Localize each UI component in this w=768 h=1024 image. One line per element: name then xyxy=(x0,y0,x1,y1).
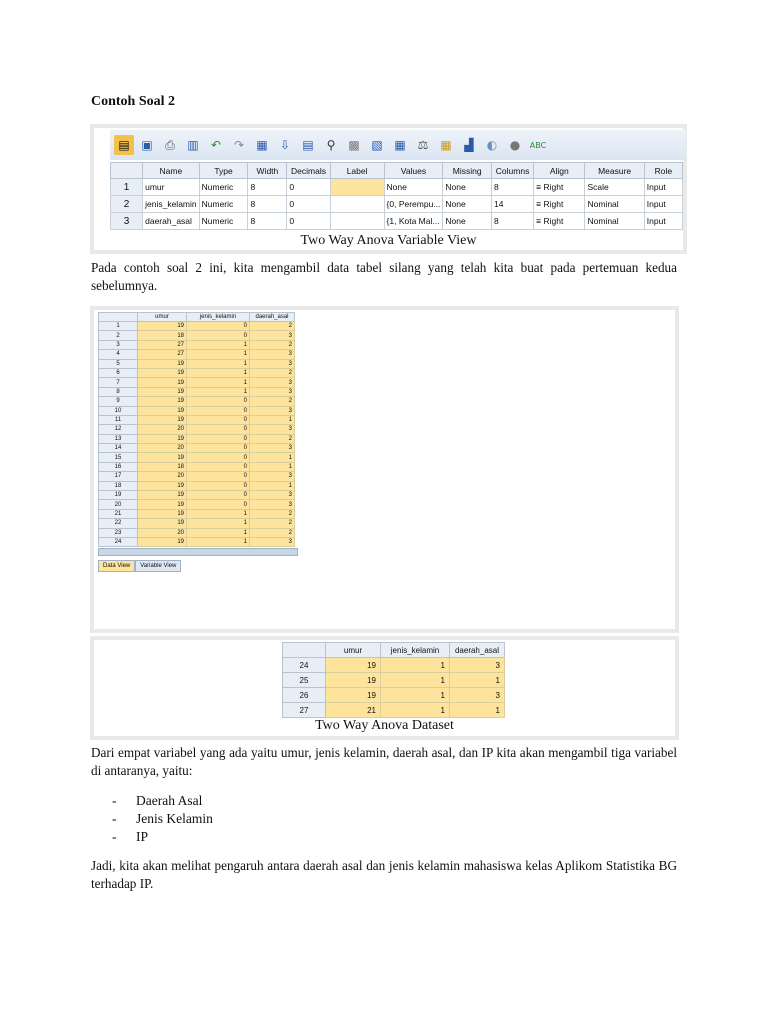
variable-list xyxy=(112,792,213,846)
table-cell[interactable]: ≡ Right xyxy=(534,213,585,230)
column-header[interactable]: Align xyxy=(534,163,585,179)
goto-variable-icon[interactable]: ⇩ xyxy=(279,138,291,152)
row-number[interactable]: 6 xyxy=(99,368,138,377)
table-cell[interactable]: 0 xyxy=(187,322,250,331)
row-number[interactable]: 27 xyxy=(283,703,326,718)
table-cell[interactable]: 19 xyxy=(138,368,187,377)
column-header[interactable]: Label xyxy=(330,163,384,179)
list-item: - IP xyxy=(112,829,149,844)
table-cell[interactable]: Input xyxy=(644,179,682,196)
table-cell[interactable]: 19 xyxy=(138,387,187,396)
row-number[interactable]: 18 xyxy=(99,481,138,490)
table-row xyxy=(99,387,295,396)
table-cell[interactable]: 3 xyxy=(450,688,505,703)
table-cell[interactable]: 1 xyxy=(187,350,250,359)
table-row xyxy=(99,472,295,481)
row-number[interactable]: 24 xyxy=(283,658,326,673)
table-cell[interactable]: 3 xyxy=(250,331,295,340)
table-cell[interactable]: 1 xyxy=(187,528,250,537)
table-cell[interactable]: 19 xyxy=(138,359,187,368)
column-header[interactable]: daerah_asal xyxy=(450,643,505,658)
table-cell[interactable]: 19 xyxy=(138,481,187,490)
table-cell[interactable]: 3 xyxy=(450,658,505,673)
table-cell[interactable]: 18 xyxy=(138,462,187,471)
table-cell[interactable]: 0 xyxy=(187,453,250,462)
table-cell[interactable]: 19 xyxy=(326,658,381,673)
table-cell[interactable]: 1 xyxy=(381,673,450,688)
table-cell[interactable]: Scale xyxy=(585,179,644,196)
table-row xyxy=(99,378,295,387)
table-cell[interactable]: 1 xyxy=(250,481,295,490)
figure3-caption: Two Way Anova Dataset xyxy=(315,718,454,733)
table-cell[interactable] xyxy=(330,179,384,196)
table-cell[interactable]: {1, Kota Mal... xyxy=(384,213,443,230)
row-number[interactable]: 8 xyxy=(99,387,138,396)
table-cell[interactable]: 2 xyxy=(250,368,295,377)
table-cell[interactable]: 19 xyxy=(138,491,187,500)
table-cell[interactable]: 2 xyxy=(250,340,295,349)
table-cell[interactable]: 3 xyxy=(250,406,295,415)
row-number[interactable]: 20 xyxy=(99,500,138,509)
row-number[interactable]: 13 xyxy=(99,434,138,443)
table-cell[interactable]: 1 xyxy=(187,519,250,528)
column-header[interactable]: jenis_kelamin xyxy=(187,313,250,322)
table-cell[interactable]: 1 xyxy=(187,378,250,387)
table-cell[interactable]: 1 xyxy=(187,537,250,546)
column-header[interactable]: Decimals xyxy=(287,163,330,179)
table-cell[interactable]: 1 xyxy=(187,340,250,349)
table-cell[interactable]: Input xyxy=(644,196,682,213)
table-cell[interactable]: jenis_kelamin xyxy=(143,196,200,213)
table-cell[interactable]: 1 xyxy=(187,368,250,377)
table-cell[interactable]: 8 xyxy=(248,179,287,196)
row-number[interactable]: 2 xyxy=(111,196,143,213)
column-header[interactable]: Columns xyxy=(491,163,533,179)
table-cell[interactable]: 0 xyxy=(287,213,330,230)
table-cell[interactable]: 19 xyxy=(138,415,187,424)
table-cell[interactable]: 1 xyxy=(187,359,250,368)
table-cell[interactable]: Input xyxy=(644,213,682,230)
figure1-caption: Two Way Anova Variable View xyxy=(300,233,477,248)
table-cell[interactable]: 8 xyxy=(491,179,533,196)
column-header[interactable]: Values xyxy=(384,163,443,179)
table-row xyxy=(99,528,295,537)
recall-dialog-icon[interactable]: ▥ xyxy=(187,138,199,152)
insert-variable-icon[interactable]: ▧ xyxy=(371,138,383,152)
table-cell[interactable]: None xyxy=(443,196,492,213)
column-header[interactable]: daerah_asal xyxy=(250,313,295,322)
table-row xyxy=(99,340,295,349)
open-folder-icon[interactable]: ▤ xyxy=(114,135,134,155)
table-row xyxy=(99,509,295,518)
table-cell[interactable]: 18 xyxy=(138,331,187,340)
show-all-icon[interactable]: ● xyxy=(509,138,521,152)
row-number[interactable]: 5 xyxy=(99,359,138,368)
table-cell[interactable]: 1 xyxy=(381,703,450,718)
row-number[interactable]: 1 xyxy=(99,322,138,331)
column-header[interactable]: Missing xyxy=(443,163,492,179)
save-icon[interactable]: ▣ xyxy=(141,138,153,152)
row-number[interactable]: 9 xyxy=(99,397,138,406)
table-row xyxy=(99,491,295,500)
table-row xyxy=(99,500,295,509)
row-number[interactable]: 3 xyxy=(99,340,138,349)
row-number[interactable]: 11 xyxy=(99,415,138,424)
table-row xyxy=(99,481,295,490)
table-cell[interactable]: 19 xyxy=(138,322,187,331)
table-cell[interactable]: 3 xyxy=(250,378,295,387)
table-cell[interactable]: 3 xyxy=(250,444,295,453)
paragraph-variables: Dari empat variabel yang ada yaitu umur, jenis kelamin, daerah asal, dan IP kita akan mengambil tiga variabel di antaranya, yaitu: xyxy=(91,745,677,778)
table-cell[interactable]: 1 xyxy=(450,673,505,688)
table-cell[interactable]: 0 xyxy=(287,196,330,213)
table-cell[interactable]: 3 xyxy=(250,537,295,546)
select-cases-icon[interactable]: ▦ xyxy=(440,138,452,152)
list-item: - Daerah Asal xyxy=(112,793,203,808)
split-file-icon[interactable]: ▦ xyxy=(394,138,406,152)
table-row xyxy=(111,196,683,213)
table-cell[interactable]: 0 xyxy=(187,406,250,415)
table-cell[interactable]: umur xyxy=(143,179,200,196)
row-number[interactable]: 16 xyxy=(99,462,138,471)
row-number[interactable]: 3 xyxy=(111,213,143,230)
column-header[interactable]: Role xyxy=(644,163,682,179)
table-cell[interactable]: 19 xyxy=(138,537,187,546)
table-cell[interactable]: 0 xyxy=(187,444,250,453)
view-tabs xyxy=(98,560,298,572)
variable-table xyxy=(110,162,683,230)
spell-check-icon[interactable]: ABC xyxy=(529,140,547,150)
table-cell[interactable]: 1 xyxy=(250,453,295,462)
tab-variable-view[interactable]: Variable View xyxy=(135,560,181,572)
table-cell[interactable] xyxy=(330,213,384,230)
table-cell[interactable]: 3 xyxy=(250,472,295,481)
dataset-table xyxy=(282,642,505,718)
table-cell[interactable]: 0 xyxy=(187,500,250,509)
table-cell[interactable]: 8 xyxy=(491,213,533,230)
table-cell[interactable]: 2 xyxy=(250,519,295,528)
table-row xyxy=(99,453,295,462)
table-cell[interactable]: 0 xyxy=(187,472,250,481)
row-number[interactable]: 19 xyxy=(99,491,138,500)
table-cell[interactable]: 8 xyxy=(248,196,287,213)
table-row xyxy=(99,425,295,434)
table-row xyxy=(99,444,295,453)
paragraph-intro: Pada contoh soal 2 ini, kita mengambil data tabel silang yang telah kita buat pada pertemuan kedua sebelumnya. xyxy=(91,260,677,293)
column-header[interactable]: Width xyxy=(248,163,287,179)
row-number[interactable]: 12 xyxy=(99,425,138,434)
list-item: - Jenis Kelamin xyxy=(112,811,213,826)
table-cell[interactable]: 19 xyxy=(138,406,187,415)
table-cell[interactable]: 2 xyxy=(250,528,295,537)
insert-cases-icon[interactable]: ▩ xyxy=(348,138,360,152)
table-cell[interactable]: 1 xyxy=(187,509,250,518)
table-cell[interactable]: None xyxy=(384,179,443,196)
table-cell[interactable]: {0, Perempu... xyxy=(384,196,443,213)
data-view-figure xyxy=(90,306,679,633)
table-cell[interactable]: 8 xyxy=(248,213,287,230)
table-row xyxy=(111,179,683,196)
table-cell[interactable]: 19 xyxy=(138,434,187,443)
table-cell[interactable]: 19 xyxy=(138,378,187,387)
column-header[interactable]: jenis_kelamin xyxy=(381,643,450,658)
table-cell[interactable]: 1 xyxy=(250,462,295,471)
find-icon[interactable]: ⚲ xyxy=(326,138,336,152)
table-cell[interactable]: 2 xyxy=(250,322,295,331)
table-cell[interactable]: Nominal xyxy=(585,213,644,230)
table-row xyxy=(99,331,295,340)
row-number[interactable]: 10 xyxy=(99,406,138,415)
table-cell[interactable]: ≡ Right xyxy=(534,179,585,196)
table-cell[interactable]: 3 xyxy=(250,425,295,434)
table-cell[interactable]: 3 xyxy=(250,500,295,509)
table-row xyxy=(99,368,295,377)
row-number[interactable]: 4 xyxy=(99,350,138,359)
section-heading: Contoh Soal 2 xyxy=(91,94,176,109)
table-cell[interactable]: 27 xyxy=(138,350,187,359)
table-cell[interactable]: 3 xyxy=(250,359,295,368)
table-cell[interactable]: 0 xyxy=(187,481,250,490)
table-cell[interactable]: 19 xyxy=(138,397,187,406)
goto-case-icon[interactable]: ▦ xyxy=(256,138,268,152)
row-number[interactable]: 2 xyxy=(99,331,138,340)
table-cell[interactable]: 3 xyxy=(250,491,295,500)
table-cell[interactable]: 3 xyxy=(250,350,295,359)
redo-icon[interactable]: ↷ xyxy=(233,138,245,152)
row-number[interactable]: 21 xyxy=(99,509,138,518)
table-cell[interactable]: 0 xyxy=(187,425,250,434)
table-row xyxy=(99,537,295,546)
table-row xyxy=(99,350,295,359)
row-number[interactable]: 23 xyxy=(99,528,138,537)
table-row xyxy=(99,434,295,443)
table-row xyxy=(99,519,295,528)
table-cell[interactable]: 0 xyxy=(187,462,250,471)
table-cell[interactable]: 21 xyxy=(326,703,381,718)
table-cell[interactable]: Numeric xyxy=(199,213,248,230)
table-cell[interactable]: 1 xyxy=(450,703,505,718)
table-cell[interactable]: 19 xyxy=(138,519,187,528)
table-row xyxy=(99,415,295,424)
table-row xyxy=(283,688,505,703)
row-number[interactable]: 24 xyxy=(99,537,138,546)
undo-icon[interactable]: ↶ xyxy=(210,138,222,152)
table-cell[interactable]: None xyxy=(443,213,492,230)
table-cell[interactable]: 20 xyxy=(138,425,187,434)
variables-icon[interactable]: ▤ xyxy=(302,138,314,152)
row-number[interactable]: 1 xyxy=(111,179,143,196)
column-header[interactable] xyxy=(99,313,138,322)
table-cell[interactable]: 20 xyxy=(138,472,187,481)
table-cell[interactable]: 3 xyxy=(250,387,295,396)
print-icon[interactable]: ⎙ xyxy=(165,137,175,152)
table-cell[interactable]: 20 xyxy=(138,528,187,537)
table-cell[interactable]: 2 xyxy=(250,397,295,406)
column-header[interactable] xyxy=(111,163,143,179)
table-cell[interactable]: 0 xyxy=(187,491,250,500)
table-row xyxy=(283,703,505,718)
table-cell[interactable]: 0 xyxy=(187,415,250,424)
paragraph-conclusion: Jadi, kita akan melihat pengaruh antara daerah asal dan jenis kelamin mahasiswa kelas Aplikom Statistika BG terhadap IP. xyxy=(91,858,677,891)
column-header[interactable]: umur xyxy=(326,643,381,658)
row-number[interactable]: 7 xyxy=(99,378,138,387)
value-labels-icon[interactable]: ▟ xyxy=(464,138,474,152)
weight-cases-icon[interactable]: ⚖ xyxy=(417,138,429,152)
row-number[interactable]: 14 xyxy=(99,444,138,453)
table-row xyxy=(111,213,683,230)
table-cell[interactable]: 0 xyxy=(287,179,330,196)
horizontal-scrollbar[interactable] xyxy=(98,548,298,556)
table-cell[interactable]: 1 xyxy=(250,415,295,424)
table-cell[interactable]: 0 xyxy=(187,397,250,406)
column-header[interactable]: umur xyxy=(138,313,187,322)
column-header[interactable]: Measure xyxy=(585,163,644,179)
column-header[interactable] xyxy=(283,643,326,658)
table-cell[interactable]: Numeric xyxy=(199,179,248,196)
table-cell[interactable]: 19 xyxy=(326,688,381,703)
table-row xyxy=(283,658,505,673)
table-row xyxy=(99,397,295,406)
table-cell[interactable]: 27 xyxy=(138,340,187,349)
table-row xyxy=(99,462,295,471)
table-cell[interactable]: 1 xyxy=(381,688,450,703)
table-cell[interactable]: Nominal xyxy=(585,196,644,213)
table-cell[interactable]: 19 xyxy=(326,673,381,688)
table-row xyxy=(99,406,295,415)
table-cell[interactable]: 2 xyxy=(250,434,295,443)
table-cell[interactable]: 2 xyxy=(250,509,295,518)
tab-data-view[interactable]: Data View xyxy=(98,560,135,572)
table-cell[interactable]: None xyxy=(443,179,492,196)
table-cell[interactable]: daerah_asal xyxy=(143,213,200,230)
table-cell[interactable]: 19 xyxy=(138,509,187,518)
table-cell[interactable]: ≡ Right xyxy=(534,196,585,213)
column-header[interactable]: Name xyxy=(143,163,200,179)
column-header[interactable]: Type xyxy=(199,163,248,179)
table-row xyxy=(283,673,505,688)
table-cell[interactable] xyxy=(330,196,384,213)
table-cell[interactable]: 1 xyxy=(381,658,450,673)
row-number[interactable]: 17 xyxy=(99,472,138,481)
table-cell[interactable]: Numeric xyxy=(199,196,248,213)
table-cell[interactable]: 20 xyxy=(138,444,187,453)
table-row xyxy=(99,322,295,331)
table-cell[interactable]: 0 xyxy=(187,434,250,443)
row-number[interactable]: 26 xyxy=(283,688,326,703)
use-sets-icon[interactable]: ◐ xyxy=(486,138,498,152)
data-table xyxy=(98,312,295,547)
row-number[interactable]: 15 xyxy=(99,453,138,462)
table-row xyxy=(99,359,295,368)
table-cell[interactable]: 14 xyxy=(491,196,533,213)
spss-toolbar xyxy=(110,130,686,160)
table-cell[interactable]: 1 xyxy=(187,387,250,396)
row-number[interactable]: 25 xyxy=(283,673,326,688)
table-cell[interactable]: 0 xyxy=(187,331,250,340)
row-number[interactable]: 22 xyxy=(99,519,138,528)
table-cell[interactable]: 19 xyxy=(138,453,187,462)
table-cell[interactable]: 19 xyxy=(138,500,187,509)
